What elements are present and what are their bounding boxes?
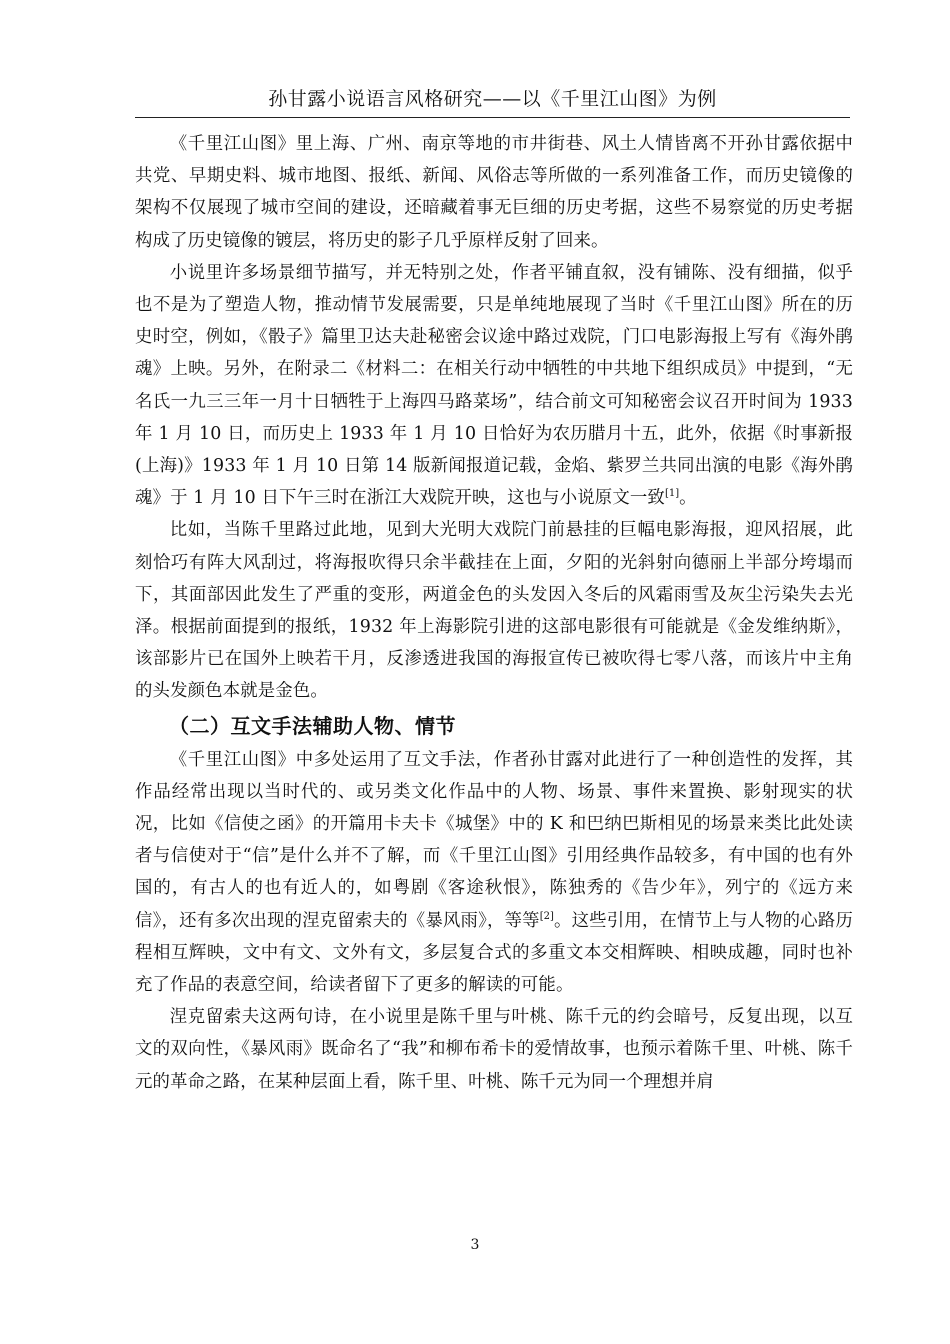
running-header: 孙甘露小说语言风格研究——以《千里江山图》为例 (268, 88, 717, 110)
paragraph-4-tail: 。这些引用，在情节上与人物的心路历程相互辉映，文中有文、文外有文，多层复合式的多重文本交相辉映、相映成趣，同时也补充了作品的表意空间，给读者留下了更多的解读的可能。 (135, 910, 853, 996)
citation-2: [2] (539, 910, 554, 922)
paragraph-4-text: 《千里江山图》中多处运用了互文手法，作者孙甘露对此进行了一种创造性的发挥，其作品经常出现以当时代的、或另类文化作品中的人物、场景、事件来置换、影射现实的状况，比如《信使之函》的开篇用卡夫卡《城堡》中的 K 和巴纳巴斯相见的场景来类比此处读者与信使对于“信”是什么并不了解，而《千里江山图》引用经典作品较多，有中国的也有外国的，有古人的也有近人的，如粤剧《客途秋恨》，陈独秀的《告少年》，列宁的《远方来信》，还有多次出现的涅克留索夫的《暴风雨》，等等 (135, 749, 853, 931)
paragraph-5-text: 涅克留索夫这两句诗，在小说里是陈千里与叶桃、陈千元的约会暗号，反复出现，以互文的双向性，《暴风雨》既命名了“我”和柳布希卡的爱情故事，也预示着陈千里、叶桃、陈千元的革命之路，在某种层面上看，陈千里、叶桃、陈千元为同一个理想并肩 (135, 1007, 853, 1092)
paragraph-1 (135, 128, 853, 257)
paragraph-2-tail: 。 (679, 488, 697, 509)
paragraph-3-text: 比如，当陈千里路过此地，见到大光明大戏院门前悬挂的巨幅电影海报，迎风招展，此刻恰巧有阵大风刮过，将海报吹得只余半截挂在上面，夕阳的光斜射向德丽上半部分垮塌而下，其面部因此发生了严重的变形，两道金色的头发因入冬后的风霜雨雪及灰尘污染失去光泽。根据前面提到的报纸，1932 年上海影院引进的这部电影很有可能就是《金发维纳斯》，该部影片已在国外上映若干月，反渗透进我国的海报宣传已被吹得七零八落，而该片中主角的头发颜色本就是金色。 (135, 520, 853, 702)
page-body (135, 128, 853, 1098)
section-heading: （二）互文手法辅助人物、情节 (169, 713, 456, 738)
paragraph-1-text: 《千里江山图》里上海、广州、南京等地的市井街巷、风土人情皆离不开孙甘露依据中共党、早期史料、城市地图、报纸、新闻、风俗志等所做的一系列准备工作，而历史镜像的架构不仅展现了城市空间的建设，还暗藏着事无巨细的历史考据，这些不易察觉的历史考据构成了历史镜像的镀层，将历史的影子几乎原样反射了回来。 (135, 134, 853, 251)
paragraph-2 (135, 257, 853, 515)
paragraph-5 (135, 1001, 853, 1098)
header-rule (135, 117, 850, 118)
paragraph-2-text: 小说里许多场景细节描写，并无特别之处，作者平铺直叙，没有铺陈、没有细描，似乎也不是为了塑造人物，推动情节发展需要，只是单纯地展现了当时《千里江山图》所在的历史时空，例如，《骰子》篇里卫达夫赴秘密会议途中路过戏院，门口电影海报上写有《海外鹃魂》上映。另外，在附录二《材料二：在相关行动中牺牲的中共地下组织成员》中提到，“无名氏一九三三年一月十日牺牲于上海四马路菜场”，结合前文可知秘密会议召开时间为 1933 年 1 月 10 日，而历史上 1933 年 1 月 10 日恰好为农历腊月十五，此外，依据《时事新报(上海)》1933 年 1 月 10 日第 14 版新闻报道记载，金焰、紫罗兰共同出演的电影《海外鹃魂》于 1 月 10 日下午三时在浙江大戏院开映，这也与小说原文一致 (135, 262, 853, 509)
paragraph-4 (135, 744, 853, 1002)
paragraph-3 (135, 514, 853, 707)
citation-1: [1] (664, 488, 680, 500)
page-number: 3 (470, 1237, 480, 1253)
